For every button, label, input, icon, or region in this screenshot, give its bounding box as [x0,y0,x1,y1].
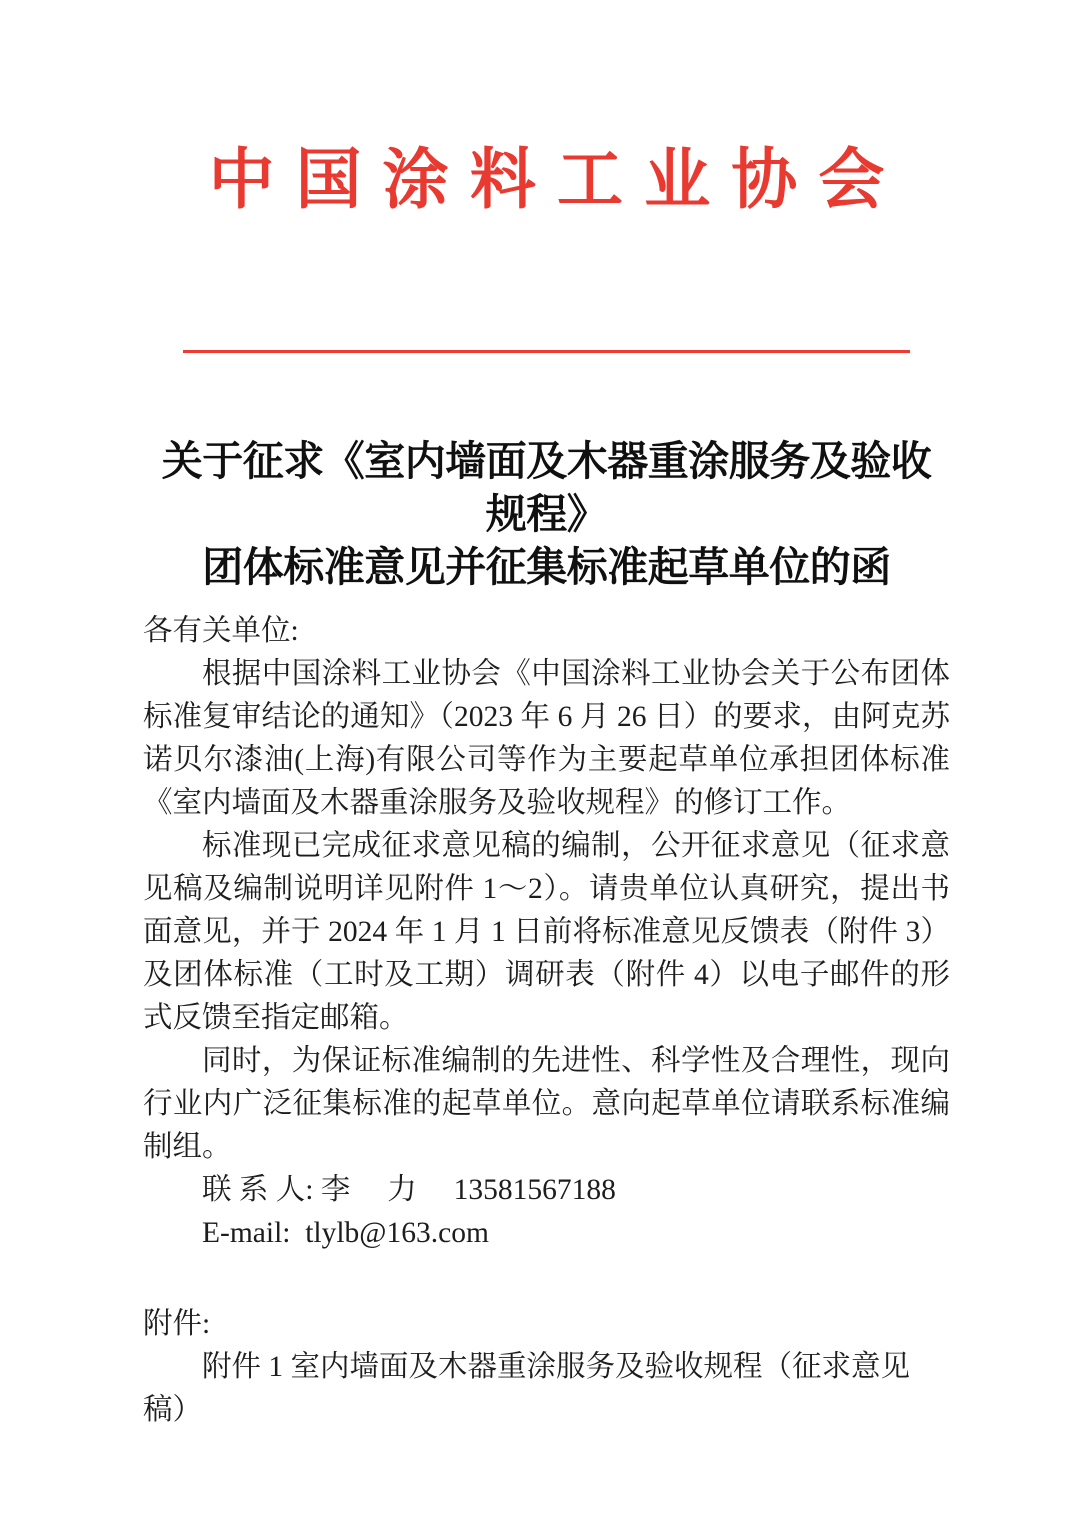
contact-email-line: E-mail: tlylb@163.com [202,1217,489,1249]
salutation: 各有关单位: [143,615,299,647]
organization-name: 中国涂料工业协会 [208,144,906,217]
document-title-line1: 关于征求《室内墙面及木器重涂服务及验收规程》 [161,438,932,537]
attachments-heading: 附件: [143,1308,211,1340]
paragraph-comment-solicitation: 标准现已完成征求意见稿的编制，公开征求意见（征求意见稿及编制说明详见附件 1～2）。请贵单位认真研究，提出书面意见，并于 2024 年 1 月 1 日前将标准意见反馈表（附件 3）及团体标准（工时及工期）调研表（附件 4）以电子邮件的形式反馈至指定邮箱。 [143,830,950,1034]
contact-person-line: 联 系 人: 李 力 13581567188 [202,1174,616,1206]
letterhead [143,0,950,353]
document-title [143,435,950,594]
letterhead-divider [183,350,910,353]
document-title-line2: 团体标准意见并征集标准起草单位的函 [202,544,891,590]
paragraph-background: 根据中国涂料工业协会《中国涂料工业协会关于公布团体标准复审结论的通知》（2023 年 6 月 26 日）的要求，由阿克苏诺贝尔漆油(上海)有限公司等作为主要起草单位承担团体标准《室内墙面及木器重涂服务及验收规程》的修订工作。 [143,658,950,819]
letter-body [143,435,950,1432]
attachments-section [143,1303,950,1432]
paragraph-drafting-units: 同时，为保证标准编制的先进性、科学性及合理性，现向行业内广泛征集标准的起草单位。意向起草单位请联系标准编制组。 [143,1045,950,1163]
attachment-item-1: 附件 1 室内墙面及木器重涂服务及验收规程（征求意见稿） [143,1351,911,1426]
